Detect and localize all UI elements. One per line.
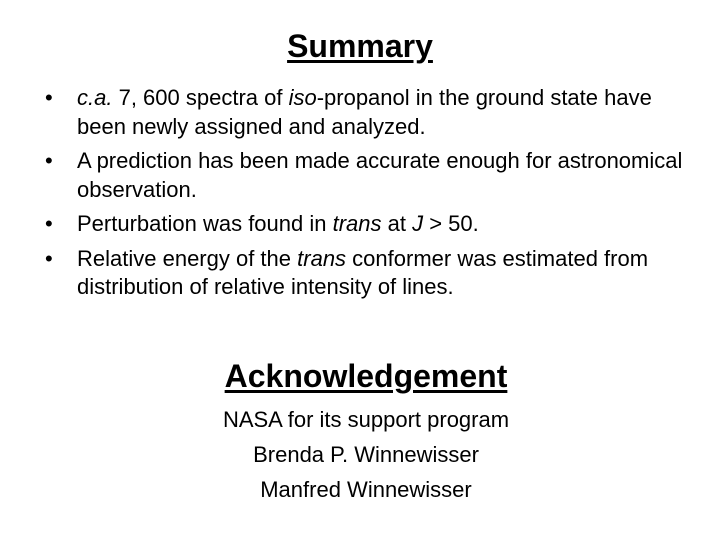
- summary-bullet-list: [45, 84, 685, 302]
- summary-bullet-2: [45, 147, 685, 204]
- slide-title: Summary: [287, 28, 433, 64]
- bullet-4-segment-3: conformer was estimated from distribution of relative intensity of lines.: [77, 245, 649, 299]
- bullet-3-segment-3: at: [381, 211, 413, 236]
- acknowledgement-line-3: Manfred Winnewisser: [260, 477, 472, 502]
- bullet-4-segment-2: trans: [297, 245, 347, 271]
- bullet-1-segment-3: iso: [288, 85, 317, 110]
- summary-bullet-3: [45, 210, 685, 239]
- summary-bullet-4: [45, 245, 685, 302]
- summary-bullet-1: [45, 84, 685, 141]
- acknowledgement-heading: Acknowledgement: [224, 358, 508, 394]
- bullet-2-segment-1: A prediction has been made accurate enough for astronomical observation.: [77, 148, 683, 202]
- bullet-3-segment-2: trans: [332, 211, 382, 236]
- bullet-4-segment-1: Relative energy of the: [77, 245, 298, 271]
- acknowledgement-line-1: NASA for its support program: [222, 407, 510, 432]
- bullet-1-segment-2: 7, 600 spectra of: [112, 85, 289, 110]
- bullet-3-segment-4: J: [412, 211, 424, 236]
- bullet-3-segment-1: Perturbation was found in: [77, 211, 333, 236]
- acknowledgement-list: [0, 402, 720, 507]
- bullet-3-segment-5: > 50.: [423, 211, 479, 236]
- acknowledgement-line-2: Brenda P. Winnewisser: [253, 442, 479, 467]
- bullet-1-segment-4: -propanol in the ground state have been newly assigned and analyzed.: [77, 85, 652, 139]
- bullet-1-segment-1: c.a.: [77, 85, 113, 110]
